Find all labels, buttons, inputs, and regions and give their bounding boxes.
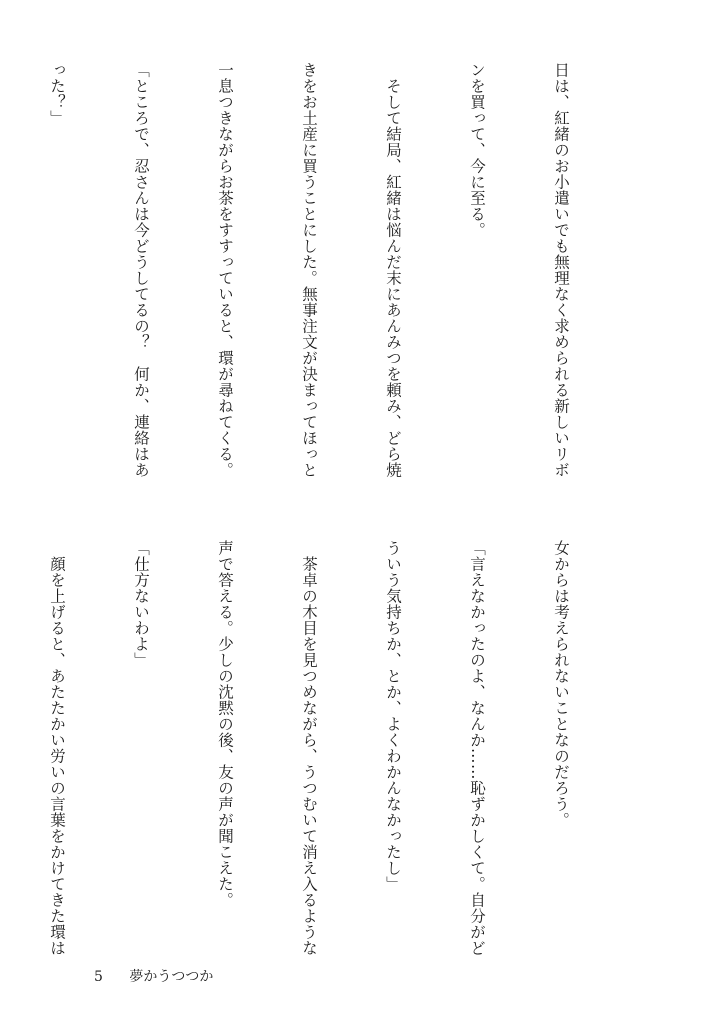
text-line: 茶卓の木目を見つめながら、うつむいて消え入るような bbox=[300, 540, 318, 956]
lower-text-block bbox=[0, 540, 631, 965]
text-line: ンを買って、今に至る。 bbox=[468, 62, 486, 238]
book-title: 夢かうつつか bbox=[129, 969, 214, 985]
page-footer bbox=[94, 966, 235, 986]
text-line: そして結局、紅緒は悩んだ末にあんみつを頼み、どら焼 bbox=[384, 62, 402, 478]
text-line: 「言えなかったのよ、なんか……恥ずかしくて。自分がど bbox=[468, 540, 486, 956]
text-line: 一息つきながらお茶をすすっていると、環が尋ねてくる。 bbox=[216, 62, 234, 478]
page-number: 5 bbox=[94, 969, 103, 985]
text-line: 日は、紅緒のお小遣いでも無理なく求められる新しいリボ bbox=[552, 62, 570, 478]
text-line: きをお土産に買うことにした。無事注文が決まってほっと bbox=[300, 62, 318, 478]
text-line: 声で答える。少しの沈黙の後、友の声が聞こえた。 bbox=[216, 540, 234, 908]
upper-text-block bbox=[0, 62, 631, 492]
text-line: 「ところで、忍さんは今どうしてるの？ 何か、連絡はあ bbox=[132, 62, 150, 478]
text-line: 顔を上げると、あたたかい労いの言葉をかけてきた環は bbox=[48, 540, 66, 956]
text-line: 女からは考えられないことなのだろう。 bbox=[552, 540, 570, 828]
text-line: 「仕方ないわよ」 bbox=[132, 540, 150, 668]
text-line: ういう気持ちか、とか、よくわかんなかったし」 bbox=[384, 540, 402, 892]
text-line: った？」 bbox=[48, 62, 66, 126]
